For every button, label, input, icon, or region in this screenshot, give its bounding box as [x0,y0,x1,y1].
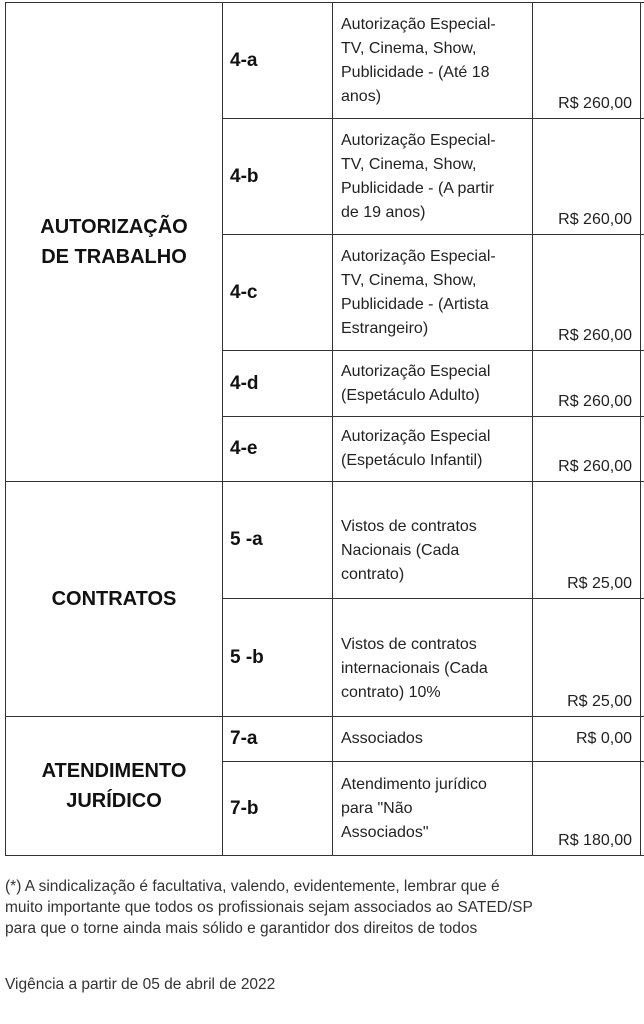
description-line: internacionais (Cada [341,659,488,677]
row-description [333,717,533,762]
row-code: 7-b [223,762,333,856]
footnote-line: para que o torne ainda mais sólido e garantidor dos direitos de todos [5,920,478,937]
description-line: TV, Cinema, Show, [341,155,477,173]
description-line: (Espetáculo Adulto) [341,386,480,404]
description-line: Autorização Especial- [341,247,496,265]
description-line: Publicidade - (A partir [341,179,494,197]
description-line: (Espetáculo Infantil) [341,452,483,469]
description-line: Publicidade - (Artista [341,295,489,313]
row-code: 4-e [223,417,333,482]
row-code: 5 -a [223,482,333,599]
cut-off-column [641,417,644,482]
description-line: Autorização Especial [341,428,491,445]
category-line: AUTORIZAÇÃO [40,216,188,238]
row-price: R$ 180,00 [533,762,641,856]
row-description [333,762,533,856]
category-line: DE TRABALHO [41,246,187,268]
row-description [333,119,533,235]
row-description [333,482,533,599]
row-price: R$ 25,00 [533,599,641,717]
validity-note: Vigência a partir de 05 de abril de 2022 [5,976,276,993]
cut-off-column [641,351,644,417]
description-line: Associados" [341,823,429,841]
row-code: 7-a [223,717,333,762]
description-line: Estrangeiro) [341,319,429,337]
table-row [6,3,644,119]
description-line: Autorização Especial- [341,15,496,33]
description-line: Atendimento jurídico [341,775,487,793]
description-line: contrato) 10% [341,683,441,701]
description-line: Publicidade - (Até 18 [341,63,490,81]
description-line: Nacionais (Cada [341,542,460,559]
category-atendimento-juridico [6,717,223,856]
row-price: R$ 260,00 [533,417,641,482]
cut-off-column [641,235,644,351]
cut-off-column [641,599,644,717]
table-row [6,482,644,599]
cut-off-column [641,482,644,599]
footnote [5,876,533,939]
description-line: contrato) [341,566,405,583]
table-row [6,717,644,762]
row-price: R$ 260,00 [533,3,641,119]
category-autorizacao-de-trabalho [6,3,223,482]
row-price: R$ 260,00 [533,119,641,235]
row-price: R$ 0,00 [533,717,641,762]
cut-off-column [641,762,644,856]
row-price: R$ 25,00 [533,482,641,599]
row-code: 4-b [223,119,333,235]
cut-off-column [641,119,644,235]
description-line: Associados [341,730,423,747]
footnote-line: (*) A sindicalização é facultativa, valendo, evidentemente, lembrar que é [5,878,500,895]
description-line: de 19 anos) [341,203,426,221]
cut-off-column [641,717,644,762]
description-line: para "Não [341,799,413,817]
row-description [333,351,533,417]
fee-table [5,2,644,856]
footnote-line: muito importante que todos os profissionais sejam associados ao SATED/SP [5,899,533,916]
row-description [333,599,533,717]
category-contratos [6,482,223,717]
cut-off-column [641,3,644,119]
row-price: R$ 260,00 [533,235,641,351]
description-line: TV, Cinema, Show, [341,271,477,289]
row-price: R$ 260,00 [533,351,641,417]
description-line: TV, Cinema, Show, [341,39,477,57]
row-code: 5 -b [223,599,333,717]
description-line: Autorização Especial- [341,131,496,149]
category-line: ATENDIMENTO [41,760,187,782]
row-description [333,417,533,482]
row-description [333,235,533,351]
description-line: Autorização Especial [341,362,491,380]
category-line: JURÍDICO [66,790,162,812]
row-code: 4-c [223,235,333,351]
row-description [333,3,533,119]
description-line: anos) [341,87,382,105]
row-code: 4-d [223,351,333,417]
row-code: 4-a [223,3,333,119]
category-line: CONTRATOS [51,588,177,610]
description-line: Vistos de contratos [341,518,477,535]
description-line: Vistos de contratos [341,635,477,653]
